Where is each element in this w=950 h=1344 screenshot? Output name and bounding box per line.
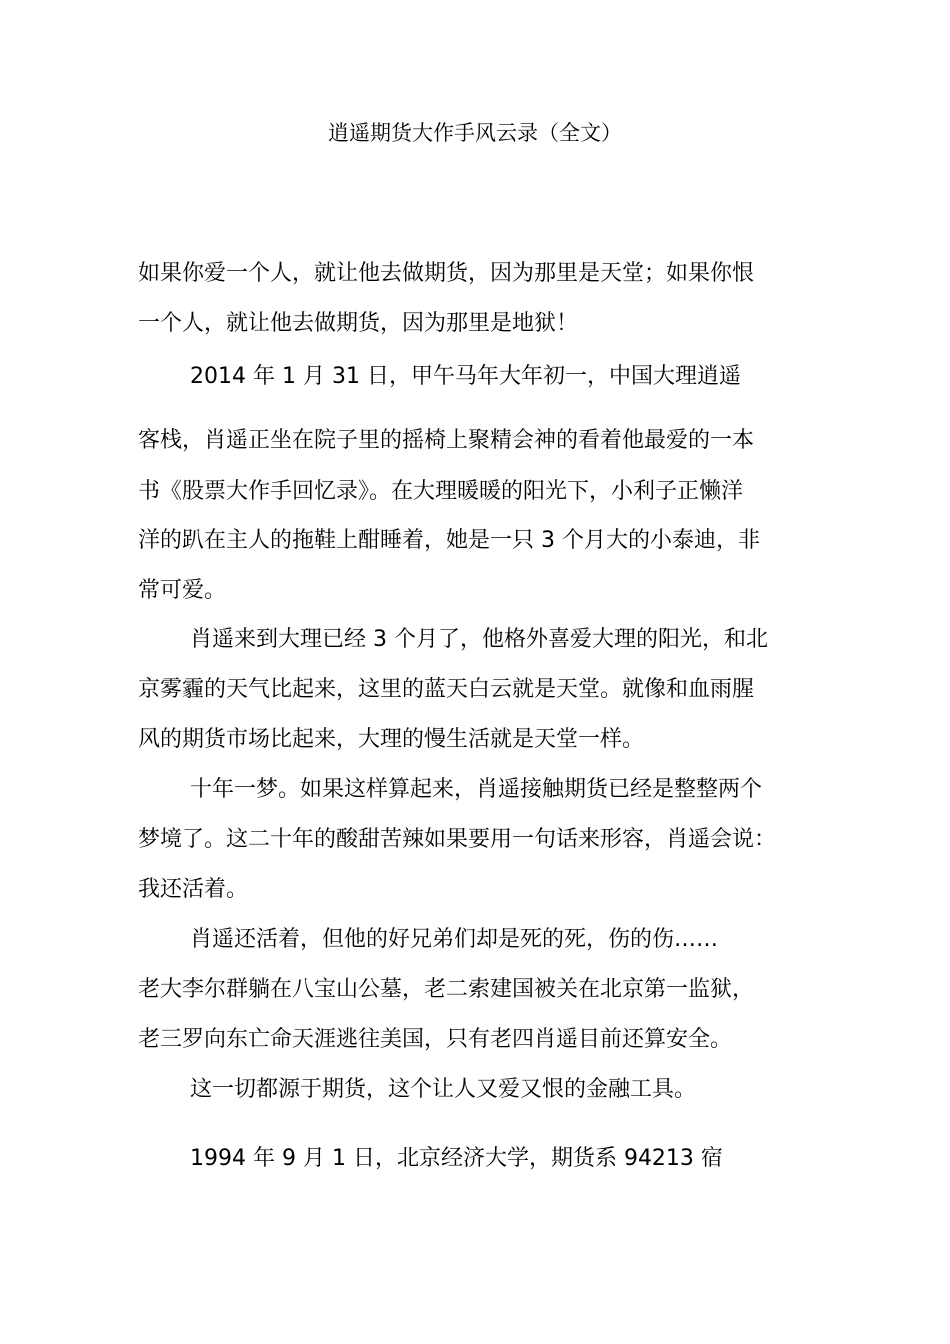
paragraph-line-7: 常可爱。 <box>138 578 227 603</box>
paragraph-line-13: 我还活着。 <box>138 877 249 902</box>
paragraph-line-14: 肖遥还活着，但他的好兄弟们却是死的死，伤的伤…… <box>190 927 719 952</box>
paragraph-line-18: 1994 年 9 月 1 日，北京经济大学，期货系 94213 宿 <box>190 1146 723 1171</box>
paragraph-line-15: 老大李尔群躺在八宝山公墓，老二索建国被关在北京第一监狱， <box>138 977 755 1002</box>
paragraph-line-1: 如果你爱一个人，就让他去做期货，因为那里是天堂；如果你恨 <box>138 261 755 286</box>
paragraph-line-5: 书《股票大作手回忆录》。在大理暖暖的阳光下，小利子正懒洋 <box>138 479 744 504</box>
paragraph-line-16: 老三罗向东亡命天涯逃往美国，只有老四肖遥目前还算安全。 <box>138 1027 733 1052</box>
paragraph-line-10: 风的期货市场比起来，大理的慢生活就是天堂一样。 <box>138 727 645 752</box>
paragraph-line-9: 京雾霾的天气比起来，这里的蓝天白云就是天堂。就像和血雨腥 <box>138 677 755 702</box>
paragraph-line-3: 2014 年 1 月 31 日，甲午马年大年初一，中国大理逍遥 <box>190 364 741 389</box>
paragraph-line-6: 洋的趴在主人的拖鞋上酣睡着，她是一只 3 个月大的小泰迪，非 <box>138 528 760 553</box>
paragraph-line-4: 客栈，肖遥正坐在院子里的摇椅上聚精会神的看着他最爱的一本 <box>138 428 755 453</box>
paragraph-line-17: 这一切都源于期货，这个让人又爱又恨的金融工具。 <box>190 1077 697 1102</box>
document-title: 逍遥期货大作手风云录（全文） <box>328 121 622 145</box>
paragraph-line-12: 梦境了。这二十年的酸甜苦辣如果要用一句话来形容，肖遥会说： <box>138 827 777 852</box>
paragraph-line-11: 十年一梦。如果这样算起来，肖遥接触期货已经是整整两个 <box>190 777 763 802</box>
paragraph-line-2: 一个人，就让他去做期货，因为那里是地狱！ <box>138 311 579 336</box>
paragraph-line-8: 肖遥来到大理已经 3 个月了，他格外喜爱大理的阳光，和北 <box>190 627 768 652</box>
